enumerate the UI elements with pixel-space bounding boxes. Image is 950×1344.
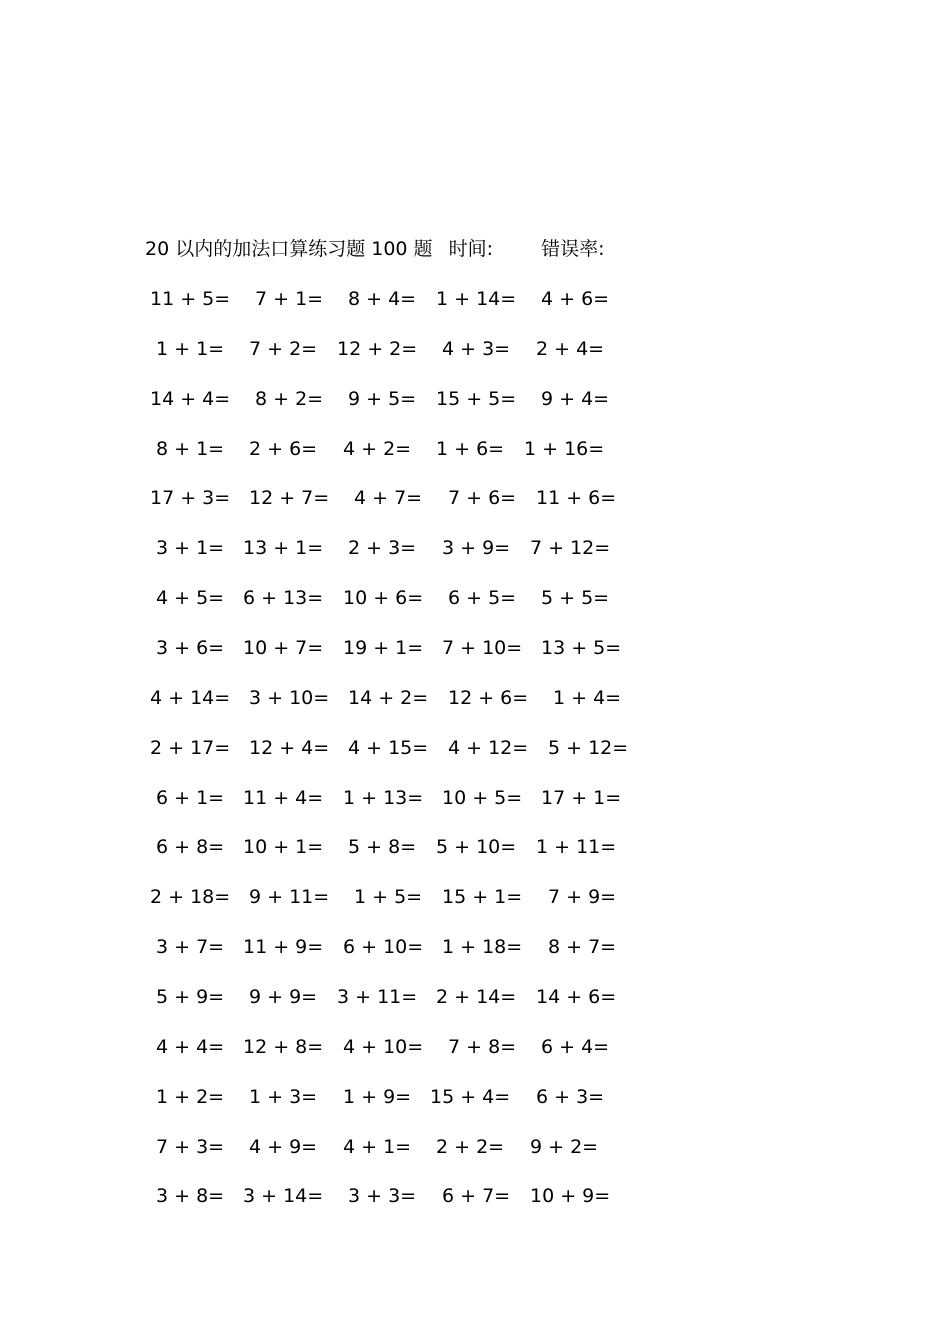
error-rate-label: 错误率: [541, 238, 605, 260]
problem-item: 15 + 4= [430, 1085, 511, 1108]
problem-item: 9 + 9= [249, 985, 318, 1008]
problem-item: 6 + 8= [156, 836, 225, 859]
problem-row [0, 384, 950, 414]
problem-item: 4 + 10= [343, 1035, 424, 1058]
problem-item: 1 + 3= [249, 1085, 318, 1108]
problem-row [0, 1082, 950, 1112]
problem-row [0, 284, 950, 314]
problem-item: 12 + 6= [448, 686, 529, 709]
problem-row [0, 583, 950, 613]
problem-item: 11 + 6= [536, 487, 617, 510]
problem-item: 8 + 7= [548, 936, 617, 959]
problem-item: 15 + 1= [442, 886, 523, 909]
problem-item: 6 + 10= [343, 936, 424, 959]
problem-item: 3 + 8= [156, 1185, 225, 1208]
problem-item: 11 + 4= [243, 786, 324, 809]
problem-item: 2 + 18= [150, 886, 231, 909]
problem-item: 5 + 9= [156, 985, 225, 1008]
problem-item: 5 + 5= [541, 587, 610, 610]
problem-row [0, 434, 950, 464]
problem-item: 2 + 17= [150, 736, 231, 759]
problem-item: 7 + 8= [448, 1035, 517, 1058]
problem-item: 12 + 4= [249, 736, 330, 759]
problem-item: 10 + 9= [530, 1185, 611, 1208]
problem-item: 4 + 3= [442, 337, 511, 360]
problem-item: 9 + 4= [541, 387, 610, 410]
problem-item: 3 + 3= [348, 1185, 417, 1208]
problem-row [0, 683, 950, 713]
problem-row [0, 334, 950, 364]
problem-item: 5 + 12= [548, 736, 629, 759]
problem-item: 7 + 10= [442, 637, 523, 659]
problem-item: 3 + 9= [442, 537, 511, 560]
problem-item: 3 + 14= [243, 1185, 324, 1208]
problem-item: 4 + 14= [150, 686, 231, 709]
problem-item: 2 + 14= [436, 985, 517, 1008]
problem-item: 7 + 12= [530, 537, 611, 560]
problem-item: 1 + 1= [156, 337, 225, 360]
problem-row [0, 982, 950, 1012]
worksheet-title: 20 以内的加法口算练习题 100 题 [145, 238, 433, 260]
problem-item: 5 + 10= [436, 836, 517, 859]
problem-item: 13 + 5= [541, 637, 622, 659]
problem-item: 15 + 5= [436, 387, 517, 410]
problem-item: 9 + 11= [249, 886, 330, 909]
problem-row [0, 1032, 950, 1062]
problem-item: 4 + 1= [343, 1135, 412, 1158]
problem-item: 3 + 1= [156, 537, 225, 560]
problem-item: 2 + 3= [348, 537, 417, 560]
problem-item: 10 + 7= [243, 637, 324, 659]
problem-item: 11 + 9= [243, 936, 324, 959]
problem-item: 2 + 4= [536, 337, 605, 360]
problem-item: 1 + 14= [436, 288, 517, 310]
problem-item: 1 + 2= [156, 1085, 225, 1108]
problem-item: 7 + 3= [156, 1135, 225, 1158]
problem-item: 1 + 4= [553, 686, 622, 709]
problem-row [0, 1132, 950, 1162]
problem-item: 14 + 6= [536, 985, 617, 1008]
problem-item: 17 + 1= [541, 786, 622, 809]
problem-item: 5 + 8= [348, 836, 417, 859]
problem-item: 7 + 6= [448, 487, 517, 510]
problem-item: 6 + 1= [156, 786, 225, 809]
problem-row [0, 633, 950, 663]
problem-item: 12 + 2= [337, 337, 418, 360]
problem-item: 2 + 2= [436, 1135, 505, 1158]
problem-item: 3 + 11= [337, 985, 418, 1008]
problem-item: 4 + 9= [249, 1135, 318, 1158]
problem-item: 2 + 6= [249, 437, 318, 460]
problem-item: 12 + 8= [243, 1035, 324, 1058]
problem-item: 8 + 1= [156, 437, 225, 460]
problem-item: 7 + 2= [249, 337, 318, 360]
problem-item: 4 + 15= [348, 736, 429, 759]
problem-item: 1 + 13= [343, 786, 424, 809]
problem-item: 10 + 6= [343, 587, 424, 610]
problem-row [0, 882, 950, 912]
problem-item: 17 + 3= [150, 487, 231, 510]
problem-row [0, 483, 950, 513]
problem-item: 6 + 4= [541, 1035, 610, 1058]
problem-item: 7 + 9= [548, 886, 617, 909]
problem-item: 10 + 1= [243, 836, 324, 859]
problem-row [0, 832, 950, 862]
problem-item: 1 + 6= [436, 437, 505, 460]
problem-row [0, 783, 950, 813]
problem-item: 6 + 7= [442, 1185, 511, 1208]
problem-item: 6 + 13= [243, 587, 324, 610]
problem-item: 1 + 18= [442, 936, 523, 959]
problem-item: 9 + 5= [348, 387, 417, 410]
problem-item: 1 + 5= [354, 886, 423, 909]
problem-item: 1 + 11= [536, 836, 617, 859]
problem-item: 3 + 6= [156, 637, 225, 659]
problem-item: 4 + 4= [156, 1035, 225, 1058]
problem-item: 13 + 1= [243, 537, 324, 560]
problem-item: 1 + 9= [343, 1085, 412, 1108]
problem-item: 19 + 1= [343, 637, 424, 659]
problem-item: 9 + 2= [530, 1135, 599, 1158]
problem-item: 6 + 3= [536, 1085, 605, 1108]
problem-item: 3 + 7= [156, 936, 225, 959]
problem-item: 4 + 2= [343, 437, 412, 460]
problem-row [0, 1181, 950, 1211]
problem-item: 4 + 5= [156, 587, 225, 610]
problem-item: 4 + 12= [448, 736, 529, 759]
problem-item: 4 + 6= [541, 288, 610, 310]
problem-item: 8 + 4= [348, 288, 417, 310]
problem-item: 6 + 5= [448, 587, 517, 610]
problem-row [0, 533, 950, 563]
problem-item: 14 + 4= [150, 387, 231, 410]
problem-item: 1 + 16= [524, 437, 605, 460]
problem-row [0, 733, 950, 763]
problem-item: 3 + 10= [249, 686, 330, 709]
problem-item: 14 + 2= [348, 686, 429, 709]
time-label: 时间: [448, 238, 494, 260]
problem-item: 11 + 5= [150, 288, 231, 310]
problem-item: 4 + 7= [354, 487, 423, 510]
problem-item: 8 + 2= [255, 387, 324, 410]
problem-row [0, 932, 950, 962]
problem-item: 7 + 1= [255, 288, 324, 310]
problem-item: 10 + 5= [442, 786, 523, 809]
problem-item: 12 + 7= [249, 487, 330, 510]
